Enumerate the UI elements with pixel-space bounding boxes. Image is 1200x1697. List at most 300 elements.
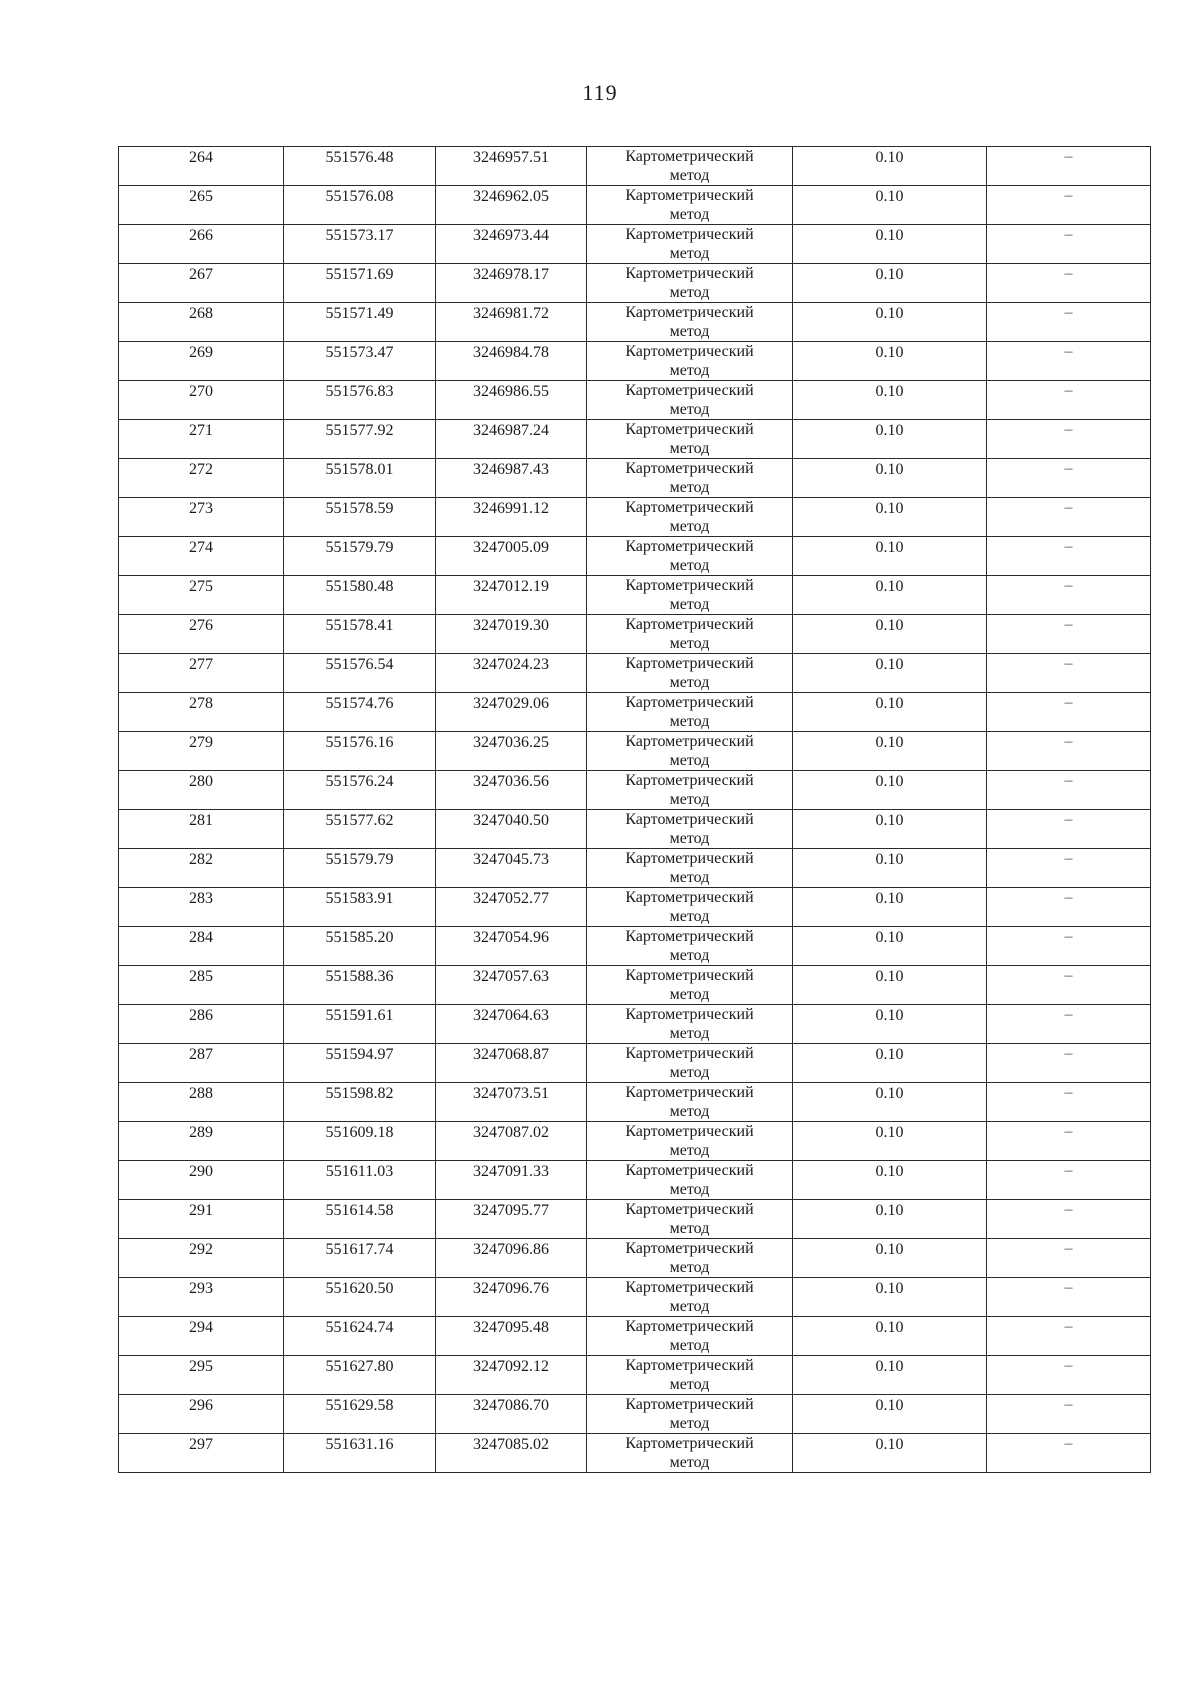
x-coordinate-cell xyxy=(284,576,436,615)
point-number-cell xyxy=(119,576,284,615)
point-number-cell xyxy=(119,888,284,927)
y-coordinate-cell xyxy=(436,615,587,654)
y-coordinate-cell-text: 3247068.87 xyxy=(473,1046,549,1063)
x-coordinate-cell-text: 551579.79 xyxy=(325,851,394,868)
point-number-cell xyxy=(119,771,284,810)
y-coordinate-cell xyxy=(436,264,587,303)
description-cell-text: – xyxy=(1064,1084,1073,1101)
method-line-2: метод xyxy=(669,1025,710,1042)
point-number-cell-text: 289 xyxy=(189,1124,213,1141)
y-coordinate-cell xyxy=(436,1005,587,1044)
point-number-cell-text: 272 xyxy=(189,461,213,478)
method-cell xyxy=(587,1083,793,1122)
description-cell-text: – xyxy=(1064,382,1073,399)
table-row xyxy=(119,1434,1151,1473)
point-number-cell-text: 282 xyxy=(189,851,213,868)
x-coordinate-cell xyxy=(284,1122,436,1161)
y-coordinate-cell-text: 3246986.55 xyxy=(473,383,549,400)
y-coordinate-cell-text: 3247091.33 xyxy=(473,1163,549,1180)
method-line-2: метод xyxy=(669,206,710,223)
x-coordinate-cell-text: 551577.92 xyxy=(325,422,394,439)
y-coordinate-cell-text: 3247096.76 xyxy=(473,1280,549,1297)
method-line-2: метод xyxy=(669,557,710,574)
accuracy-cell xyxy=(793,1122,987,1161)
x-coordinate-cell xyxy=(284,888,436,927)
y-coordinate-cell-text: 3247096.86 xyxy=(473,1241,549,1258)
method-line-2: метод xyxy=(669,1337,710,1354)
accuracy-cell-text: 0.10 xyxy=(875,734,904,751)
method-cell xyxy=(587,1317,793,1356)
point-number-cell-text: 296 xyxy=(189,1397,213,1414)
x-coordinate-cell xyxy=(284,1044,436,1083)
point-number-cell-text: 285 xyxy=(189,968,213,985)
description-cell xyxy=(987,927,1151,966)
y-coordinate-cell-text: 3247036.56 xyxy=(473,773,549,790)
method-line-2: метод xyxy=(669,947,710,964)
point-number-cell xyxy=(119,1356,284,1395)
y-coordinate-cell xyxy=(436,1239,587,1278)
x-coordinate-cell xyxy=(284,966,436,1005)
x-coordinate-cell-text: 551580.48 xyxy=(325,578,394,595)
x-coordinate-cell-text: 551598.82 xyxy=(325,1085,394,1102)
method-line-2: метод xyxy=(669,284,710,301)
table-row xyxy=(119,1161,1151,1200)
method-cell xyxy=(587,888,793,927)
method-line-1: Картометрический xyxy=(625,343,754,360)
y-coordinate-cell-text: 3247029.06 xyxy=(473,695,549,712)
x-coordinate-cell xyxy=(284,303,436,342)
x-coordinate-cell xyxy=(284,927,436,966)
accuracy-cell-text: 0.10 xyxy=(875,422,904,439)
description-cell-text: – xyxy=(1064,343,1073,360)
y-coordinate-cell xyxy=(436,693,587,732)
accuracy-cell-text: 0.10 xyxy=(875,1124,904,1141)
x-coordinate-cell xyxy=(284,810,436,849)
method-line-1: Картометрический xyxy=(625,616,754,633)
x-coordinate-cell xyxy=(284,147,436,186)
description-cell-text: – xyxy=(1064,772,1073,789)
method-line-2: метод xyxy=(669,674,710,691)
method-cell xyxy=(587,420,793,459)
method-cell xyxy=(587,615,793,654)
description-cell xyxy=(987,1317,1151,1356)
method-line-2: метод xyxy=(669,1181,710,1198)
x-coordinate-cell xyxy=(284,1317,436,1356)
description-cell-text: – xyxy=(1064,694,1073,711)
table-row xyxy=(119,537,1151,576)
x-coordinate-cell-text: 551573.17 xyxy=(325,227,394,244)
method-line-1: Картометрический xyxy=(625,226,754,243)
description-cell-text: – xyxy=(1064,577,1073,594)
point-number-cell xyxy=(119,849,284,888)
accuracy-cell-text: 0.10 xyxy=(875,1280,904,1297)
table-row xyxy=(119,420,1151,459)
table-row xyxy=(119,1317,1151,1356)
point-number-cell-text: 278 xyxy=(189,695,213,712)
x-coordinate-cell-text: 551579.79 xyxy=(325,539,394,556)
x-coordinate-cell xyxy=(284,537,436,576)
x-coordinate-cell xyxy=(284,1161,436,1200)
point-number-cell xyxy=(119,1395,284,1434)
method-line-2: метод xyxy=(669,1064,710,1081)
description-cell-text: – xyxy=(1064,1162,1073,1179)
y-coordinate-cell-text: 3247052.77 xyxy=(473,890,549,907)
method-line-1: Картометрический xyxy=(625,538,754,555)
method-line-1: Картометрический xyxy=(625,928,754,945)
point-number-cell xyxy=(119,1122,284,1161)
method-line-1: Картометрический xyxy=(625,1045,754,1062)
y-coordinate-cell xyxy=(436,303,587,342)
method-line-1: Картометрический xyxy=(625,1201,754,1218)
y-coordinate-cell-text: 3246962.05 xyxy=(473,188,549,205)
y-coordinate-cell-text: 3247024.23 xyxy=(473,656,549,673)
y-coordinate-cell xyxy=(436,537,587,576)
point-number-cell-text: 276 xyxy=(189,617,213,634)
method-line-1: Картометрический xyxy=(625,1123,754,1140)
y-coordinate-cell xyxy=(436,1278,587,1317)
table-row xyxy=(119,771,1151,810)
table-row xyxy=(119,459,1151,498)
description-cell xyxy=(987,342,1151,381)
point-number-cell xyxy=(119,732,284,771)
method-line-1: Картометрический xyxy=(625,850,754,867)
point-number-cell-text: 266 xyxy=(189,227,213,244)
x-coordinate-cell xyxy=(284,1395,436,1434)
method-line-1: Картометрический xyxy=(625,655,754,672)
accuracy-cell xyxy=(793,498,987,537)
accuracy-cell xyxy=(793,1083,987,1122)
accuracy-cell xyxy=(793,849,987,888)
x-coordinate-cell-text: 551624.74 xyxy=(325,1319,394,1336)
description-cell xyxy=(987,147,1151,186)
method-cell xyxy=(587,303,793,342)
x-coordinate-cell-text: 551591.61 xyxy=(325,1007,394,1024)
point-number-cell-text: 267 xyxy=(189,266,213,283)
accuracy-cell-text: 0.10 xyxy=(875,968,904,985)
table-row xyxy=(119,498,1151,537)
method-cell xyxy=(587,966,793,1005)
method-cell xyxy=(587,1278,793,1317)
method-line-1: Картометрический xyxy=(625,265,754,282)
y-coordinate-cell xyxy=(436,420,587,459)
description-cell-text: – xyxy=(1064,1006,1073,1023)
y-coordinate-cell xyxy=(436,1317,587,1356)
y-coordinate-cell xyxy=(436,147,587,186)
x-coordinate-cell xyxy=(284,1200,436,1239)
method-line-1: Картометрический xyxy=(625,1318,754,1335)
accuracy-cell xyxy=(793,654,987,693)
x-coordinate-cell xyxy=(284,498,436,537)
method-cell xyxy=(587,342,793,381)
y-coordinate-cell-text: 3247036.25 xyxy=(473,734,549,751)
y-coordinate-cell-text: 3247045.73 xyxy=(473,851,549,868)
x-coordinate-cell xyxy=(284,1083,436,1122)
point-number-cell xyxy=(119,459,284,498)
method-line-1: Картометрический xyxy=(625,421,754,438)
x-coordinate-cell-text: 551583.91 xyxy=(325,890,394,907)
y-coordinate-cell xyxy=(436,927,587,966)
x-coordinate-cell-text: 551571.69 xyxy=(325,266,394,283)
method-line-1: Картометрический xyxy=(625,1084,754,1101)
x-coordinate-cell-text: 551614.58 xyxy=(325,1202,394,1219)
accuracy-cell-text: 0.10 xyxy=(875,500,904,517)
y-coordinate-cell-text: 3247019.30 xyxy=(473,617,549,634)
description-cell-text: – xyxy=(1064,1396,1073,1413)
point-number-cell xyxy=(119,1044,284,1083)
point-number-cell-text: 284 xyxy=(189,929,213,946)
description-cell xyxy=(987,849,1151,888)
method-line-2: метод xyxy=(669,167,710,184)
point-number-cell-text: 294 xyxy=(189,1319,213,1336)
accuracy-cell xyxy=(793,576,987,615)
accuracy-cell xyxy=(793,1161,987,1200)
method-cell xyxy=(587,771,793,810)
method-line-1: Картометрический xyxy=(625,1006,754,1023)
x-coordinate-cell-text: 551578.41 xyxy=(325,617,394,634)
description-cell-text: – xyxy=(1064,967,1073,984)
point-number-cell-text: 275 xyxy=(189,578,213,595)
point-number-cell-text: 277 xyxy=(189,656,213,673)
method-line-1: Картометрический xyxy=(625,1396,754,1413)
x-coordinate-cell-text: 551576.54 xyxy=(325,656,394,673)
point-number-cell xyxy=(119,342,284,381)
description-cell-text: – xyxy=(1064,187,1073,204)
accuracy-cell xyxy=(793,927,987,966)
point-number-cell xyxy=(119,186,284,225)
accuracy-cell xyxy=(793,459,987,498)
description-cell xyxy=(987,615,1151,654)
y-coordinate-cell-text: 3246984.78 xyxy=(473,344,549,361)
description-cell xyxy=(987,459,1151,498)
x-coordinate-cell xyxy=(284,1239,436,1278)
y-coordinate-cell-text: 3246991.12 xyxy=(473,500,549,517)
y-coordinate-cell-text: 3247057.63 xyxy=(473,968,549,985)
point-number-cell xyxy=(119,1083,284,1122)
x-coordinate-cell-text: 551571.49 xyxy=(325,305,394,322)
accuracy-cell-text: 0.10 xyxy=(875,851,904,868)
description-cell xyxy=(987,1122,1151,1161)
method-line-1: Картометрический xyxy=(625,772,754,789)
table-row xyxy=(119,1083,1151,1122)
accuracy-cell-text: 0.10 xyxy=(875,539,904,556)
accuracy-cell-text: 0.10 xyxy=(875,773,904,790)
x-coordinate-cell-text: 551631.16 xyxy=(325,1436,394,1453)
point-number-cell xyxy=(119,927,284,966)
y-coordinate-cell-text: 3247087.02 xyxy=(473,1124,549,1141)
y-coordinate-cell xyxy=(436,654,587,693)
y-coordinate-cell-text: 3246957.51 xyxy=(473,149,549,166)
description-cell-text: – xyxy=(1064,850,1073,867)
accuracy-cell xyxy=(793,615,987,654)
method-line-2: метод xyxy=(669,1454,710,1471)
y-coordinate-cell-text: 3247095.48 xyxy=(473,1319,549,1336)
table-row xyxy=(119,615,1151,654)
accuracy-cell-text: 0.10 xyxy=(875,149,904,166)
point-number-cell xyxy=(119,1278,284,1317)
accuracy-cell xyxy=(793,1395,987,1434)
method-cell xyxy=(587,1239,793,1278)
y-coordinate-cell xyxy=(436,576,587,615)
point-number-cell-text: 293 xyxy=(189,1280,213,1297)
accuracy-cell xyxy=(793,1317,987,1356)
point-number-cell xyxy=(119,810,284,849)
x-coordinate-cell xyxy=(284,1434,436,1473)
x-coordinate-cell xyxy=(284,615,436,654)
table-row xyxy=(119,576,1151,615)
method-cell xyxy=(587,576,793,615)
method-cell xyxy=(587,147,793,186)
accuracy-cell xyxy=(793,186,987,225)
description-cell xyxy=(987,264,1151,303)
description-cell-text: – xyxy=(1064,655,1073,672)
table-row xyxy=(119,1044,1151,1083)
method-line-1: Картометрический xyxy=(625,1435,754,1452)
table-row xyxy=(119,693,1151,732)
y-coordinate-cell-text: 3247040.50 xyxy=(473,812,549,829)
method-line-2: метод xyxy=(669,1298,710,1315)
x-coordinate-cell-text: 551573.47 xyxy=(325,344,394,361)
method-line-2: метод xyxy=(669,362,710,379)
method-cell xyxy=(587,1434,793,1473)
accuracy-cell-text: 0.10 xyxy=(875,890,904,907)
table-row xyxy=(119,654,1151,693)
accuracy-cell-text: 0.10 xyxy=(875,1436,904,1453)
table-row xyxy=(119,1278,1151,1317)
x-coordinate-cell xyxy=(284,264,436,303)
y-coordinate-cell xyxy=(436,186,587,225)
accuracy-cell xyxy=(793,1278,987,1317)
x-coordinate-cell-text: 551594.97 xyxy=(325,1046,394,1063)
point-number-cell-text: 288 xyxy=(189,1085,213,1102)
table-row xyxy=(119,888,1151,927)
description-cell-text: – xyxy=(1064,1123,1073,1140)
y-coordinate-cell-text: 3247085.02 xyxy=(473,1436,549,1453)
description-cell xyxy=(987,693,1151,732)
description-cell-text: – xyxy=(1064,1201,1073,1218)
point-number-cell-text: 265 xyxy=(189,188,213,205)
page-number: 119 xyxy=(582,80,618,105)
description-cell-text: – xyxy=(1064,811,1073,828)
description-cell xyxy=(987,1083,1151,1122)
y-coordinate-cell xyxy=(436,1122,587,1161)
accuracy-cell xyxy=(793,810,987,849)
description-cell-text: – xyxy=(1064,733,1073,750)
accuracy-cell-text: 0.10 xyxy=(875,1397,904,1414)
description-cell-text: – xyxy=(1064,538,1073,555)
x-coordinate-cell xyxy=(284,771,436,810)
point-number-cell-text: 297 xyxy=(189,1436,213,1453)
method-line-1: Картометрический xyxy=(625,1279,754,1296)
accuracy-cell-text: 0.10 xyxy=(875,1202,904,1219)
description-cell xyxy=(987,1044,1151,1083)
method-line-2: метод xyxy=(669,401,710,418)
method-line-2: метод xyxy=(669,1415,710,1432)
description-cell-text: – xyxy=(1064,1279,1073,1296)
description-cell-text: – xyxy=(1064,1240,1073,1257)
description-cell xyxy=(987,498,1151,537)
x-coordinate-cell-text: 551620.50 xyxy=(325,1280,394,1297)
method-line-1: Картометрический xyxy=(625,967,754,984)
accuracy-cell xyxy=(793,303,987,342)
point-number-cell-text: 269 xyxy=(189,344,213,361)
description-cell-text: – xyxy=(1064,1435,1073,1452)
description-cell-text: – xyxy=(1064,148,1073,165)
description-cell-text: – xyxy=(1064,616,1073,633)
x-coordinate-cell-text: 551574.76 xyxy=(325,695,394,712)
description-cell-text: – xyxy=(1064,1357,1073,1374)
method-line-2: метод xyxy=(669,596,710,613)
y-coordinate-cell xyxy=(436,966,587,1005)
description-cell xyxy=(987,1434,1151,1473)
accuracy-cell-text: 0.10 xyxy=(875,344,904,361)
point-number-cell-text: 273 xyxy=(189,500,213,517)
accuracy-cell-text: 0.10 xyxy=(875,1358,904,1375)
x-coordinate-cell xyxy=(284,1278,436,1317)
method-line-2: метод xyxy=(669,869,710,886)
point-number-cell-text: 268 xyxy=(189,305,213,322)
point-number-cell xyxy=(119,147,284,186)
method-cell xyxy=(587,1161,793,1200)
method-cell xyxy=(587,381,793,420)
accuracy-cell xyxy=(793,693,987,732)
accuracy-cell-text: 0.10 xyxy=(875,461,904,478)
point-number-cell-text: 274 xyxy=(189,539,213,556)
method-cell xyxy=(587,927,793,966)
description-cell xyxy=(987,966,1151,1005)
accuracy-cell xyxy=(793,1356,987,1395)
x-coordinate-cell-text: 551576.83 xyxy=(325,383,394,400)
accuracy-cell-text: 0.10 xyxy=(875,383,904,400)
x-coordinate-cell xyxy=(284,459,436,498)
point-number-cell xyxy=(119,1434,284,1473)
method-cell xyxy=(587,1044,793,1083)
method-line-1: Картометрический xyxy=(625,187,754,204)
x-coordinate-cell-text: 551629.58 xyxy=(325,1397,394,1414)
point-number-cell xyxy=(119,1200,284,1239)
accuracy-cell xyxy=(793,147,987,186)
method-cell xyxy=(587,1005,793,1044)
x-coordinate-cell-text: 551611.03 xyxy=(325,1163,394,1180)
table-row xyxy=(119,342,1151,381)
y-coordinate-cell xyxy=(436,1200,587,1239)
description-cell xyxy=(987,1356,1151,1395)
description-cell-text: – xyxy=(1064,499,1073,516)
method-line-1: Картометрический xyxy=(625,460,754,477)
description-cell xyxy=(987,381,1151,420)
accuracy-cell-text: 0.10 xyxy=(875,1085,904,1102)
y-coordinate-cell-text: 3247054.96 xyxy=(473,929,549,946)
point-number-cell-text: 271 xyxy=(189,422,213,439)
method-line-2: метод xyxy=(669,1259,710,1276)
y-coordinate-cell xyxy=(436,498,587,537)
table-row xyxy=(119,927,1151,966)
point-number-cell-text: 291 xyxy=(189,1202,213,1219)
method-line-1: Картометрический xyxy=(625,1240,754,1257)
point-number-cell-text: 281 xyxy=(189,812,213,829)
accuracy-cell xyxy=(793,537,987,576)
accuracy-cell-text: 0.10 xyxy=(875,1241,904,1258)
description-cell-text: – xyxy=(1064,265,1073,282)
table-row xyxy=(119,1356,1151,1395)
y-coordinate-cell-text: 3247064.63 xyxy=(473,1007,549,1024)
description-cell-text: – xyxy=(1064,226,1073,243)
accuracy-cell xyxy=(793,732,987,771)
point-number-cell-text: 286 xyxy=(189,1007,213,1024)
method-line-2: метод xyxy=(669,713,710,730)
y-coordinate-cell-text: 3247086.70 xyxy=(473,1397,549,1414)
description-cell xyxy=(987,420,1151,459)
x-coordinate-cell-text: 551576.16 xyxy=(325,734,394,751)
